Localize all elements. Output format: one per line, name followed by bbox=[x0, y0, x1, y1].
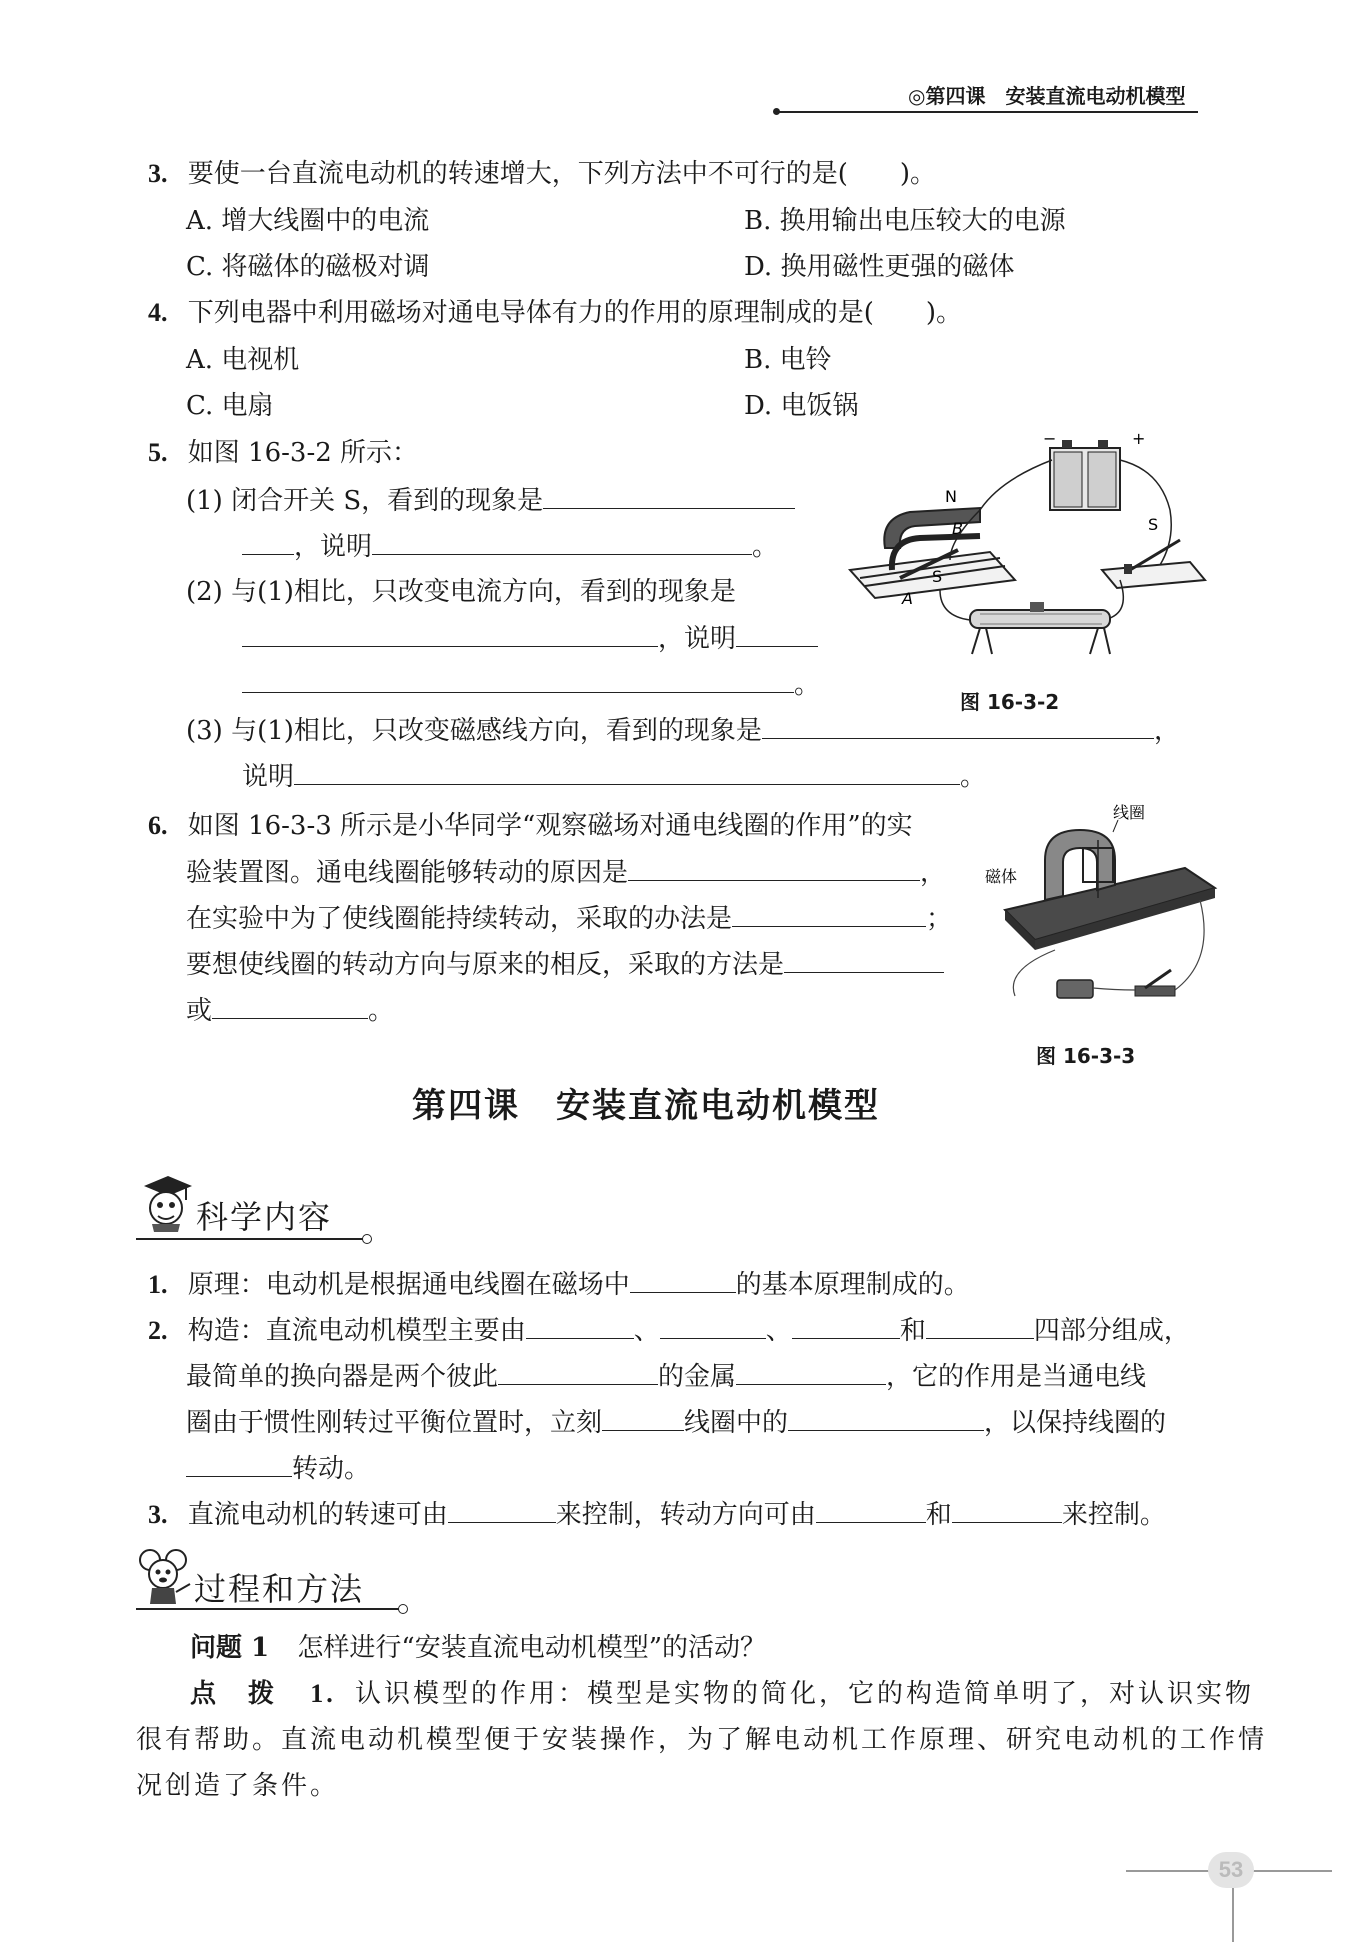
option-4c[interactable]: C. 电扇 bbox=[186, 391, 274, 421]
figure-label-magnet: 磁体 bbox=[985, 867, 1018, 886]
option-4d[interactable]: D. 电饭锅 bbox=[744, 391, 859, 421]
answer-blank[interactable] bbox=[242, 668, 794, 693]
section-underline bbox=[136, 1608, 402, 1610]
option-3a[interactable]: A. 增大线圈中的电流 bbox=[186, 206, 430, 236]
question-3 bbox=[148, 158, 936, 190]
question-6-line2: 验装置图。通电线圈能够转动的原因是 ， bbox=[186, 858, 947, 888]
header-lesson-text: ◎第四课 安装直流电动机模型 bbox=[908, 84, 1186, 108]
section-underline-dot bbox=[362, 1234, 372, 1244]
question-6-line5: 或 。 bbox=[186, 996, 395, 1026]
question-6-line1: 6. 如图 16-3-3 所示是小华同学“观察磁场对通电线圈的作用”的实 bbox=[148, 811, 913, 841]
figure-label-s-magnet: S bbox=[932, 567, 943, 586]
option-3c[interactable]: C. 将磁体的磁极对调 bbox=[186, 252, 430, 282]
header-rule bbox=[778, 111, 1198, 113]
figure-label-coil: 线圈 bbox=[1113, 803, 1146, 822]
battery-icon bbox=[1057, 980, 1093, 998]
section-title-science: 科学内容 bbox=[196, 1198, 333, 1236]
tip-line-2: 很有帮助。直流电动机模型便于安装操作，为了解电动机工作原理、研究电动机的工作情 bbox=[136, 1725, 1268, 1755]
answer-blank[interactable] bbox=[294, 760, 960, 785]
answer-blank[interactable] bbox=[736, 1360, 886, 1385]
tip-line-1: 点 拨 1. 认识模型的作用：模型是实物的简化，它的构造简单明了，对认识实物 bbox=[190, 1679, 1255, 1709]
science-item-2-line1: 2. 构造：直流电动机模型主要由 、 、 和 四部分组成， bbox=[148, 1316, 1190, 1346]
switch-icon bbox=[1135, 970, 1175, 996]
question-5 bbox=[148, 437, 418, 469]
answer-blank[interactable] bbox=[543, 484, 795, 509]
answer-blank[interactable] bbox=[628, 856, 920, 881]
figure-label-b: B bbox=[952, 519, 963, 538]
battery-icon bbox=[1050, 440, 1120, 510]
answer-blank[interactable] bbox=[448, 1498, 556, 1523]
science-item-3: 3. 直流电动机的转速可由 来控制，转动方向可由 和 来控制。 bbox=[148, 1500, 1166, 1530]
q5-part1-line1: (1) 闭合开关 S，看到的现象是 bbox=[186, 484, 795, 517]
figure-16-3-2 bbox=[840, 430, 1210, 670]
figure-caption-16-3-3: 图 16-3-3 bbox=[1036, 1044, 1136, 1068]
answer-blank[interactable] bbox=[952, 1498, 1062, 1523]
running-header bbox=[908, 80, 1185, 109]
answer-blank[interactable] bbox=[526, 1314, 634, 1339]
tip-label: 点 拨 bbox=[190, 1679, 278, 1709]
answer-blank[interactable] bbox=[212, 994, 368, 1019]
science-item-2-line2: 最简单的换向器是两个彼此 的金属 ，它的作用是当通电线 bbox=[186, 1362, 1147, 1392]
option-3d[interactable]: D. 换用磁性更强的磁体 bbox=[744, 252, 1015, 282]
q5-part3-line2: 说明 。 bbox=[242, 762, 987, 792]
answer-blank[interactable] bbox=[736, 622, 818, 647]
section-underline bbox=[136, 1238, 366, 1240]
answer-blank[interactable] bbox=[792, 1314, 900, 1339]
science-item-2-line3: 圈由于惯性刚转过平衡位置时，立刻 线圈中的 ，以保持线圈的 bbox=[186, 1408, 1167, 1438]
answer-blank[interactable] bbox=[186, 1452, 292, 1477]
professor-icon bbox=[140, 1172, 196, 1232]
question-label: 问题 1 bbox=[190, 1633, 270, 1663]
rheostat-icon bbox=[970, 602, 1110, 654]
answer-blank[interactable] bbox=[372, 530, 752, 555]
header-rule-dot bbox=[773, 108, 780, 115]
science-item-1: 1. 原理：电动机是根据通电线圈在磁场中 的基本原理制成的。 bbox=[148, 1270, 970, 1300]
answer-blank[interactable] bbox=[242, 530, 294, 555]
answer-blank[interactable] bbox=[498, 1360, 658, 1385]
answer-blank[interactable] bbox=[242, 622, 658, 647]
figure-label-minus: − bbox=[1043, 430, 1057, 448]
answer-blank[interactable] bbox=[660, 1314, 766, 1339]
answer-blank[interactable] bbox=[816, 1498, 926, 1523]
q5-part2-line1: (2) 与(1)相比，只改变电流方向，看到的现象是 bbox=[186, 577, 736, 607]
question-4 bbox=[148, 297, 962, 329]
option-4b[interactable]: B. 电铃 bbox=[744, 345, 832, 375]
science-item-2-line4: 转动。 bbox=[186, 1452, 370, 1485]
question-number: 6. bbox=[148, 811, 168, 840]
page-number: 53 bbox=[1218, 1857, 1244, 1882]
figure-caption-16-3-2: 图 16-3-2 bbox=[960, 690, 1060, 714]
figure-label-s-switch: S bbox=[1148, 515, 1159, 534]
page-number-badge bbox=[1208, 1852, 1254, 1888]
option-3b[interactable]: B. 换用输出电压较大的电源 bbox=[744, 206, 1066, 236]
question-stem: 下列电器中利用磁场对通电导体有力的作用的原理制成的是( )。 bbox=[187, 298, 963, 328]
question-number: 5. bbox=[148, 438, 168, 467]
tip-line-3: 况创造了条件。 bbox=[136, 1771, 340, 1801]
figure-16-3-3 bbox=[985, 800, 1225, 1010]
q5-part1-line2: ，说明 。 bbox=[242, 530, 778, 563]
process-question-1 bbox=[190, 1632, 766, 1664]
q5-part2-line2: ，说明 bbox=[242, 622, 818, 655]
answer-blank[interactable] bbox=[926, 1314, 1034, 1339]
question-stem: 要使一台直流电动机的转速增大，下列方法中不可行的是( )。 bbox=[187, 159, 937, 189]
q5-part2-line3: 。 bbox=[242, 668, 820, 701]
question-number: 3. bbox=[148, 159, 168, 188]
question-6-line4: 要想使线圈的转动方向与原来的相反，采取的方法是 bbox=[186, 948, 944, 981]
figure-label-n: N bbox=[945, 487, 957, 506]
question-text: 怎样进行“安装直流电动机模型”的活动？ bbox=[297, 1633, 767, 1663]
answer-blank[interactable] bbox=[784, 948, 944, 973]
section-title-process: 过程和方法 bbox=[194, 1570, 365, 1608]
answer-blank[interactable] bbox=[788, 1406, 984, 1431]
question-6-line3: 在实验中为了使线圈能持续转动，采取的办法是 ； bbox=[186, 904, 953, 934]
lesson-title: 第四课 安装直流电动机模型 bbox=[412, 1086, 880, 1126]
answer-blank[interactable] bbox=[630, 1268, 736, 1293]
section-underline-dot bbox=[398, 1604, 408, 1614]
figure-label-a: A bbox=[902, 589, 913, 608]
figure-label-plus: + bbox=[1132, 430, 1146, 448]
question-number: 4. bbox=[148, 298, 168, 327]
switch-icon bbox=[1102, 540, 1205, 588]
option-4a[interactable]: A. 电视机 bbox=[186, 345, 300, 375]
mouse-mascot-icon bbox=[136, 1546, 196, 1606]
answer-blank[interactable] bbox=[762, 714, 1154, 739]
question-stem: 如图 16-3-2 所示： bbox=[187, 438, 419, 468]
answer-blank[interactable] bbox=[732, 902, 926, 927]
q5-part3-line1: (3) 与(1)相比，只改变磁感线方向，看到的现象是 ， bbox=[186, 716, 1180, 746]
wire bbox=[940, 590, 970, 620]
answer-blank[interactable] bbox=[602, 1406, 684, 1431]
